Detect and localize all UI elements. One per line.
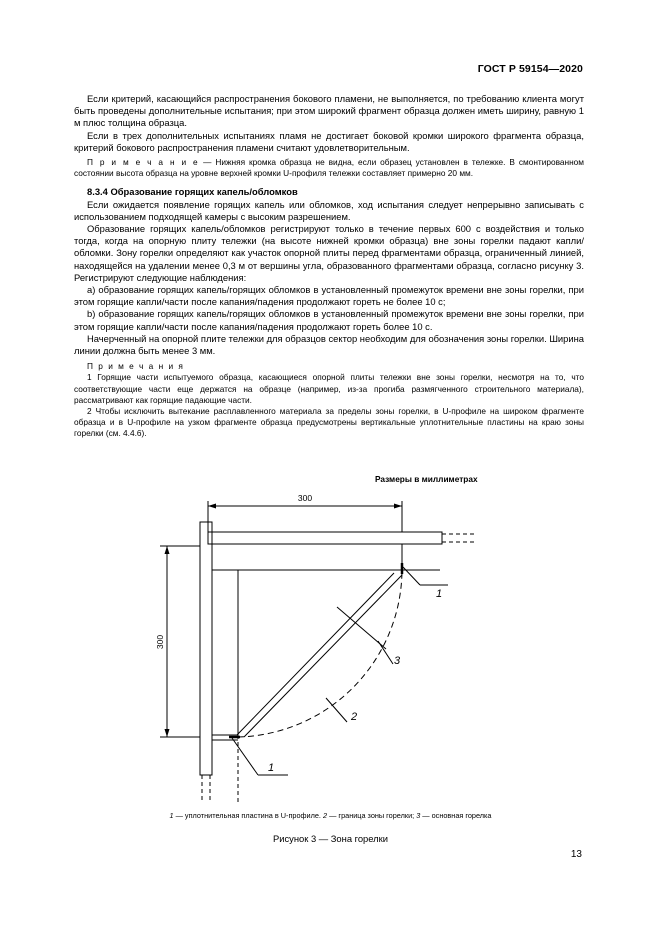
legend-text: — основная горелка (420, 811, 492, 820)
callout-1-top: 1 (436, 588, 443, 600)
figure-caption: Рисунок 3 — Зона горелки (273, 833, 388, 844)
legend-number: 2 (323, 811, 328, 820)
burner-zone-boundary (238, 570, 402, 737)
page-number: 13 (570, 849, 582, 860)
narrow-specimen-wing (212, 570, 238, 735)
arrowhead (165, 729, 170, 737)
section-title: 8.3.4 Образование горящих капель/обломков (87, 186, 298, 198)
legend-number: 1 (169, 811, 174, 820)
paragraph: Образование горящих капель/обломков регистрируют только в течение первых 600 с воздействия и только тогда, когда на опорную плиту тележки (на высоте нижней кромки образца) вне зоны горелки падают капли/обломки. Зону горелки определяют как участок опорной плиты перед фрагментами образца, ограниченный линией, находящейся на удалении менее 0,3 м от вершины угла, образованного фрагментами образца, согласно рисунку 3. Регистрируют следующие наблюдения: (74, 223, 584, 283)
legend-number: 3 (416, 811, 421, 820)
list-item-b: b) образование горящих капель/горящих обломков в установленный промежуток времени вне зоны горелки, при этом горящие капли/части после капания/падения продолжают гореть более 10 с. (74, 308, 584, 332)
vertical-u-profile (200, 522, 212, 775)
note-text: — Нижняя кромка образца не видна, если образец установлен в тележке. В смонтированном состоянии высота образца на уровне верхней кромки U-профиля тележки составляет примерно 20 мм. (74, 157, 584, 179)
burner-diagonal (244, 575, 402, 737)
leader-line (326, 698, 347, 722)
note-item-1: 1 Горящие части испытуемого образца, касающиеся опорной плиты тележки вне зоны горелки, несмотря на то, что соответствующие части еще держатся на образце (например, из-за прогиба размягченного строительного материала), рассматривают как горящие падающие части. (74, 372, 584, 405)
arrowhead (394, 504, 402, 509)
dimension-text-vertical: 300 (155, 634, 165, 650)
arrowhead (208, 504, 216, 509)
standard-header: ГОСТ Р 59154—2020 (477, 63, 583, 75)
dimensions-label: Размеры в миллиметрах (375, 474, 478, 484)
notes-label: П р и м е ч а н и я (87, 361, 185, 372)
leader-line (232, 738, 258, 775)
list-item-a: а) образование горящих капель/горящих обломков в установленный промежуток времени вне зоны горелки, при этом горящие капли/части после капания/падения продолжают гореть не более 10 с; (74, 284, 584, 308)
note-label: П р и м е ч а н и е (87, 157, 200, 168)
paragraph: Если ожидается появление горящих капель или обломков, ход испытания следует непрерывно записывать с использованием подходящей камеры с высоким разрешением. (74, 198, 584, 222)
horizontal-u-profile (208, 532, 442, 544)
note-item-2: 2 Чтобы исключить вытекание расплавленного материала за пределы зоны горелки, в U-профиле на широком фрагменте образца и в U-профиле на узком фрагменте образца предусмотрены вертикальные уплотнительные пластины на краю зоны горелки (см. 4.4.6). (74, 406, 584, 439)
wide-specimen-wing (238, 544, 402, 570)
dimension-text-horizontal: 300 (297, 493, 313, 503)
figure-legend (0, 811, 661, 820)
legend-text: — уплотнительная пластина в U-профиле. (173, 811, 323, 820)
callout-2: 2 (351, 711, 358, 723)
paragraph: Если в трех дополнительных испытаниях пламя не достигает боковой кромки широкого фрагмента образца, критерий бокового распространения пламени считают удовлетворительным. (74, 129, 584, 153)
legend-text: — граница зоны горелки; (327, 811, 417, 820)
arrowhead (165, 546, 170, 554)
burner-diagonal (237, 573, 394, 735)
callout-3: 3 (394, 655, 401, 667)
paragraph: Если критерий, касающийся распространения бокового пламени, не выполняется, по требованию клиента могут быть проведены дополнительные испытания; при этом широкий фрагмент образца должен иметь ширину, равную 1 м плюс толщина образца. (74, 93, 584, 129)
callout-1-bottom: 1 (268, 762, 275, 774)
paragraph: Начерченный на опорной плите тележки для образцов сектор необходим для обозначения зоны горелки. Ширина линии должна быть менее 3 мм. (74, 332, 584, 357)
